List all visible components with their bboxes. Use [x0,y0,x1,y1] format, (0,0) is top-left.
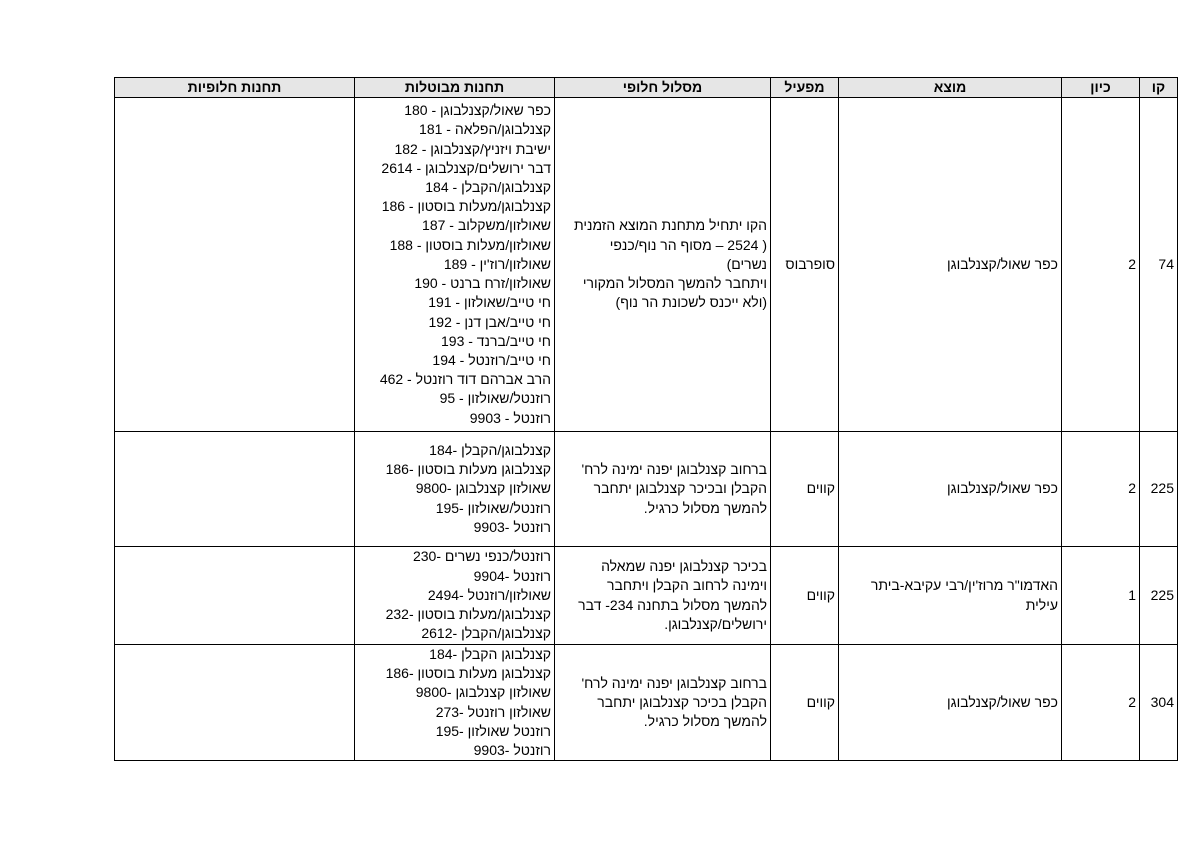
cancelled-stop: שאולזון/משקלוב - 187 [422,217,551,234]
cell-cancelled-stops [355,432,555,547]
cell-cancelled-stops [355,98,555,432]
alt-route-line: ברחוב קצנלבוגן יפנה ימינה לרח' [581,674,767,691]
cancelled-stop: שאולזון/רוז'ין - 189 [443,255,551,272]
cancelled-stop: שאולזון קצנלבוגן -9800 [415,480,551,497]
route-changes-table [114,77,1178,761]
cancelled-stop: רוזנטל שאולזון -195 [435,722,551,739]
cell-origin: כפר שאול/קצנלבוגן [839,432,1062,547]
cell-line: 74 [1140,98,1178,432]
alt-route-line: להמשך מסלול כרגיל. [643,499,767,516]
cell-line: 225 [1140,547,1178,645]
cancelled-stop: קצנלבוגן הקבלן -184 [429,646,551,662]
table-body [115,98,1178,761]
alt-route-line: בכיכר קצנלבוגן יפנה שמאלה [601,558,767,575]
cell-direction: 2 [1062,432,1140,547]
cancelled-stop: רוזנטל/שאולזון - 95 [439,390,551,407]
cell-origin: האדמו"ר מרוז'ין/רבי עקיבא-ביתר עילית [839,547,1062,645]
cell-origin: כפר שאול/קצנלבוגן [839,645,1062,761]
cell-direction: 1 [1062,547,1140,645]
cell-alt-route [555,645,771,761]
cell-cancelled-stops [355,547,555,645]
cell-operator: סופרבוס [771,98,839,432]
cancelled-stop: רוזנטל -9904 [473,567,551,584]
cell-alt-stops [115,98,355,432]
header-row [115,78,1178,98]
cancelled-stop: רוזנטל -9903 [473,518,551,535]
alt-route-line: נשרים) [726,255,767,272]
alt-route-line: הקו יתחיל מתחנת המוצא הזמנית [573,217,767,234]
cancelled-stop: רוזנטל/שאולזון -195 [435,499,551,516]
cell-operator: קווים [771,432,839,547]
cell-alt-route [555,98,771,432]
alt-route-line: (ולא ייכנס לשכונת הר נוף) [615,294,767,311]
cancelled-stop: קצנלבוגן/הקבלן - 184 [425,179,551,196]
cancelled-stop: קצנלבוגן מעלות בוסטון -186 [385,665,551,682]
cell-alt-stops [115,432,355,547]
alt-route-line: ויתחבר להמשך המסלול המקורי [582,275,767,292]
cancelled-stop: קצנלבוגן/הפלאה - 181 [419,121,551,138]
cancelled-stop: קצנלבוגן/מעלות בוסטון -232 [385,606,551,623]
cell-direction: 2 [1062,645,1140,761]
cancelled-stop: חי טייב/שאולזון - 191 [428,294,551,311]
cell-alt-stops [115,645,355,761]
alt-route-line: להמשך מסלול בתחנה 234- דבר [578,596,767,613]
alt-route-line: הקבלן בכיכר קצנלבוגן יתחבר [597,694,767,710]
cancelled-stop: כפר שאול/קצנלבוגן - 180 [404,102,551,119]
table-row [115,98,1178,432]
cancelled-stop: שאולזון קצנלבוגן -9800 [415,684,551,701]
table-row [115,547,1178,645]
header-cancelled-stops: תחנות מבוטלות [355,78,555,98]
cancelled-stop: ישיבת ויזניץ/קצנלבוגן - 182 [394,140,551,157]
header-origin: מוצא [839,78,1062,98]
cancelled-stop: שאולזון/מעלות בוסטון - 188 [389,236,551,253]
alt-route-line: וימינה לרחוב הקבלן ויתחבר [607,577,767,594]
header-operator: מפעיל [771,78,839,98]
cancelled-stop: שאולזון/זרח ברנט - 190 [414,275,551,292]
table-row [115,432,1178,547]
cancelled-stop: רוזנטל -9903 [473,742,551,759]
cancelled-stop: קצנלבוגן/הקבלן -184 [429,441,551,458]
header-alt-route: מסלול חלופי [555,78,771,98]
alt-route-line: הקבלן ובכיכר קצנלבוגן יתחבר [593,480,767,497]
cancelled-stop: חי טייב/רוזנטל - 194 [432,351,551,368]
alt-route-line: ( 2524 – מסוף הר נוף/כנפי [609,236,767,253]
cancelled-stop: שאולזון רוזנטל -273 [435,703,551,720]
cell-cancelled-stops [355,645,555,761]
header-direction: כיון [1062,78,1140,98]
cell-line: 225 [1140,432,1178,547]
cell-alt-route [555,547,771,645]
header-line: קו [1140,78,1178,98]
cancelled-stop: חי טייב/ברנד - 193 [441,332,551,349]
cell-origin: כפר שאול/קצנלבוגן [839,98,1062,432]
table-row [115,645,1178,761]
cancelled-stop: קצנלבוגן מעלות בוסטון -186 [385,461,551,478]
header-alt-stops: תחנות חלופיות [115,78,355,98]
cancelled-stop: הרב אברהם דוד רוזנטל - 462 [379,371,551,388]
cancelled-stop: קצנלבוגן/הקבלן -2612 [421,625,551,642]
cell-line: 304 [1140,645,1178,761]
alt-route-line: ברחוב קצנלבוגן יפנה ימינה לרח' [581,461,767,478]
cancelled-stop: דבר ירושלים/קצנלבוגן - 2614 [381,159,551,176]
cancelled-stop: שאולזון/רוזנטל -2494 [427,586,551,603]
alt-route-line: ירושלים/קצנלבוגן. [664,615,767,632]
cell-direction: 2 [1062,98,1140,432]
cell-operator: קווים [771,547,839,645]
cancelled-stop: רוזנטל - 9903 [469,409,551,426]
cancelled-stop: חי טייב/אבן דנן - 192 [428,313,551,330]
cancelled-stop: קצנלבוגן/מעלות בוסטון - 186 [381,198,551,215]
cell-alt-stops [115,547,355,645]
cell-alt-route [555,432,771,547]
cancelled-stop: רוזנטל/כנפי נשרים -230 [412,548,551,565]
cell-operator: קווים [771,645,839,761]
alt-route-line: להמשך מסלול כרגיל. [643,713,767,730]
